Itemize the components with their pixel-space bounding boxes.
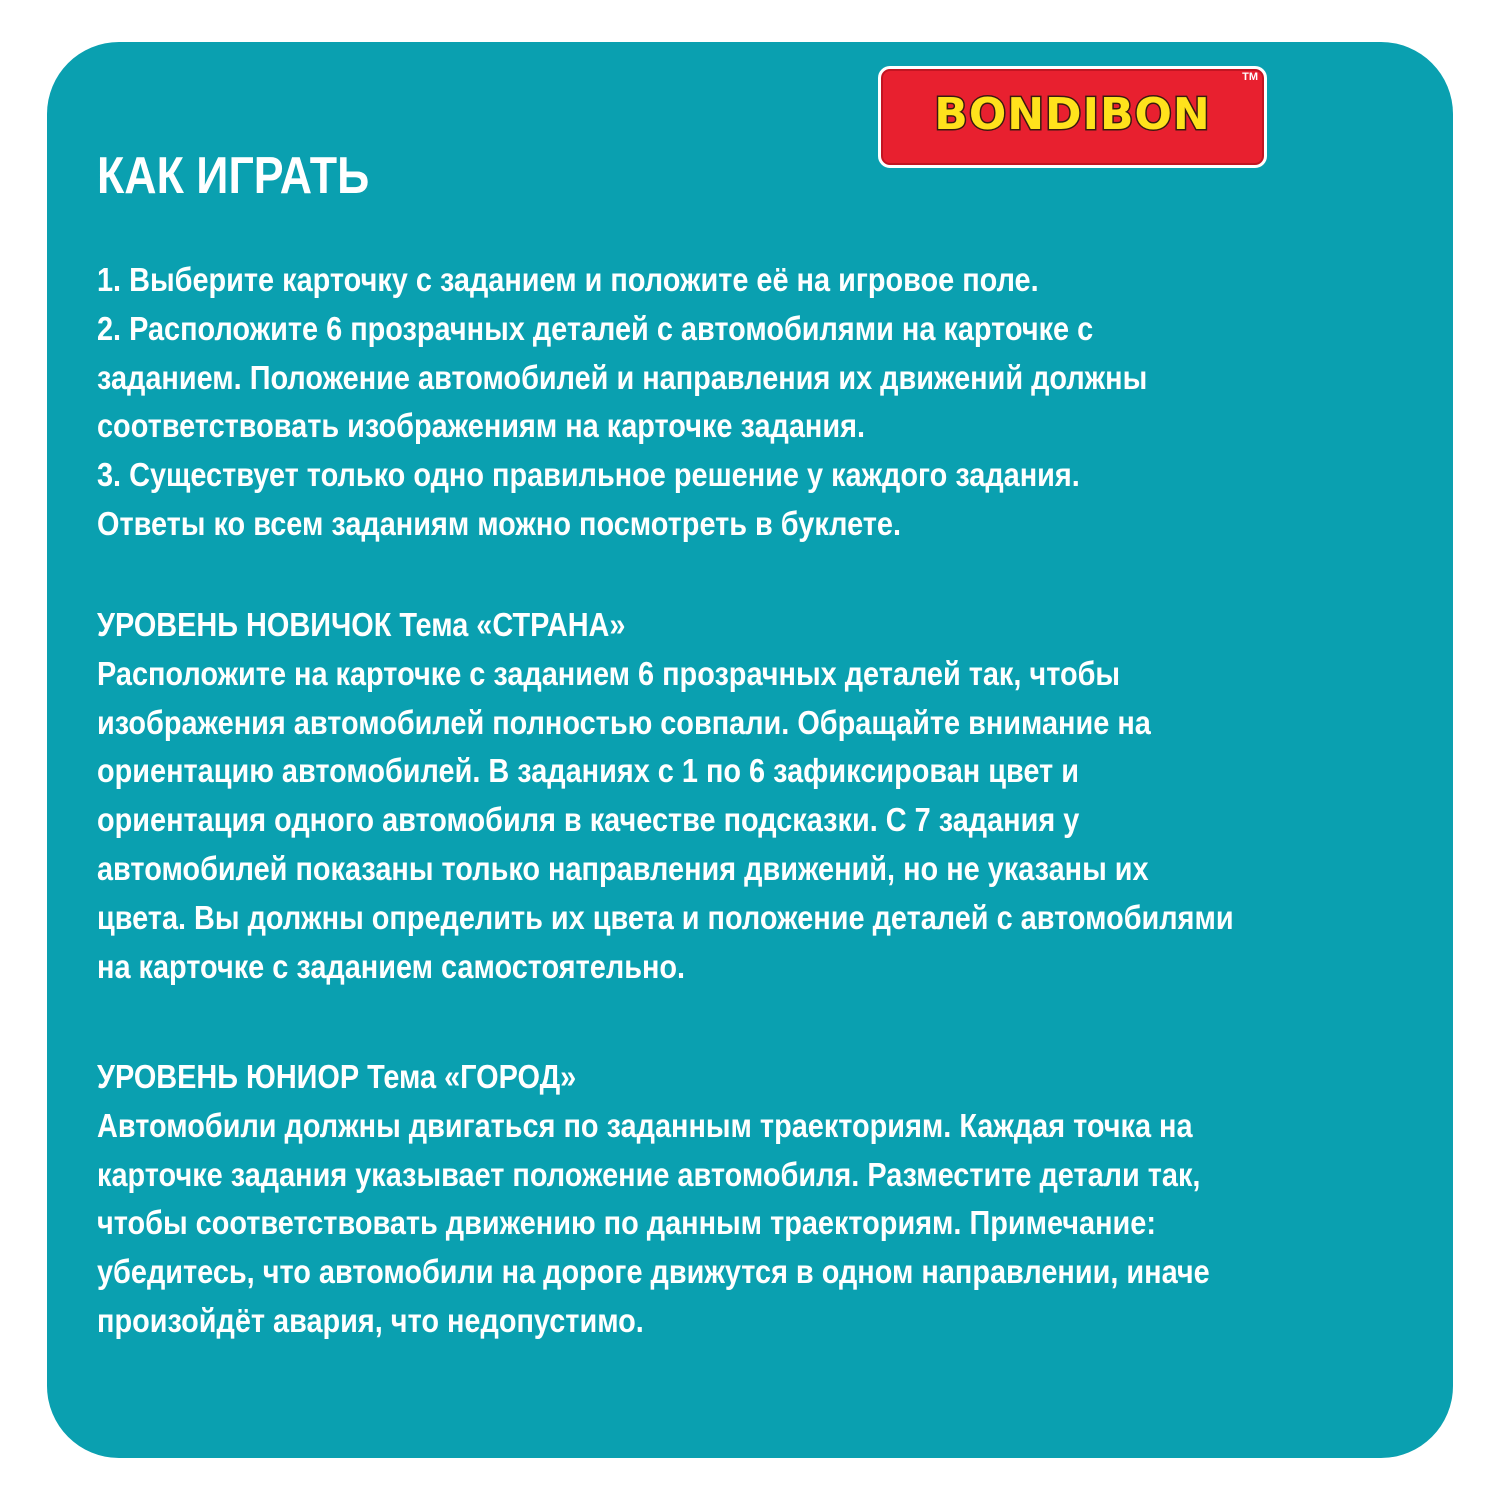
rules-line: 1. Выберите карточку с заданием и положите её на игровое поле. [97, 261, 1039, 298]
beginner-level-line: цвета. Вы должны определить их цвета и положение деталей с автомобилями [97, 898, 1234, 936]
beginner-level-line: Расположите на карточке с заданием 6 прозрачных деталей так, чтобы [97, 654, 1121, 692]
beginner-level-line: автомобилей показаны только направления движений, но не указаны их [97, 849, 1149, 887]
junior-level-line: чтобы соответствовать движению по данным траекториям. Примечание: [97, 1204, 1156, 1242]
beginner-level-section [97, 601, 1234, 991]
beginner-level-line: на карточке с заданием самостоятельно. [97, 947, 686, 985]
rules-section [97, 256, 1147, 549]
page-title: КАК ИГРАТЬ [97, 147, 370, 205]
junior-level-line: убедитесь, что автомобили на дороге движутся в одном направлении, иначе [97, 1253, 1210, 1291]
junior-level-line: произойдёт авария, что недопустимо. [97, 1301, 644, 1339]
rules-line: Ответы ко всем заданиям можно посмотреть в буклете. [97, 504, 901, 542]
rules-line: 2. Расположите 6 прозрачных деталей с автомобилями на карточке с [97, 309, 1094, 347]
beginner-level-line: ориентацию автомобилей. В заданиях с 1 по 6 зафиксирован цвет и [97, 752, 1079, 790]
trademark-mark: TM [1242, 71, 1258, 83]
junior-level-line: карточке задания указывает положение автомобиля. Разместите детали так, [97, 1155, 1201, 1193]
rules-line: 3. Существует только одно правильное решение у каждого задания. [97, 456, 1080, 494]
junior-level-heading: УРОВЕНЬ ЮНИОР Тема «ГОРОД» [97, 1058, 577, 1095]
rules-line: заданием. Положение автомобилей и направления их движений должны [97, 358, 1148, 396]
junior-level-line: Автомобили должны двигаться по заданным траекториям. Каждая точка на [97, 1106, 1193, 1144]
brand-logo [878, 66, 1267, 168]
beginner-level-line: ориентация одного автомобиля в качестве подсказки. С 7 задания у [97, 801, 1080, 839]
rules-line: соответствовать изображениям на карточке задания. [97, 407, 866, 445]
junior-level-section [97, 1053, 1210, 1346]
beginner-level-heading: УРОВЕНЬ НОВИЧОК Тема «СТРАНА» [97, 606, 626, 643]
brand-logo-text: BONDIBON [934, 89, 1211, 140]
beginner-level-line: изображения автомобилей полностью совпали. Обращайте внимание на [97, 703, 1151, 741]
